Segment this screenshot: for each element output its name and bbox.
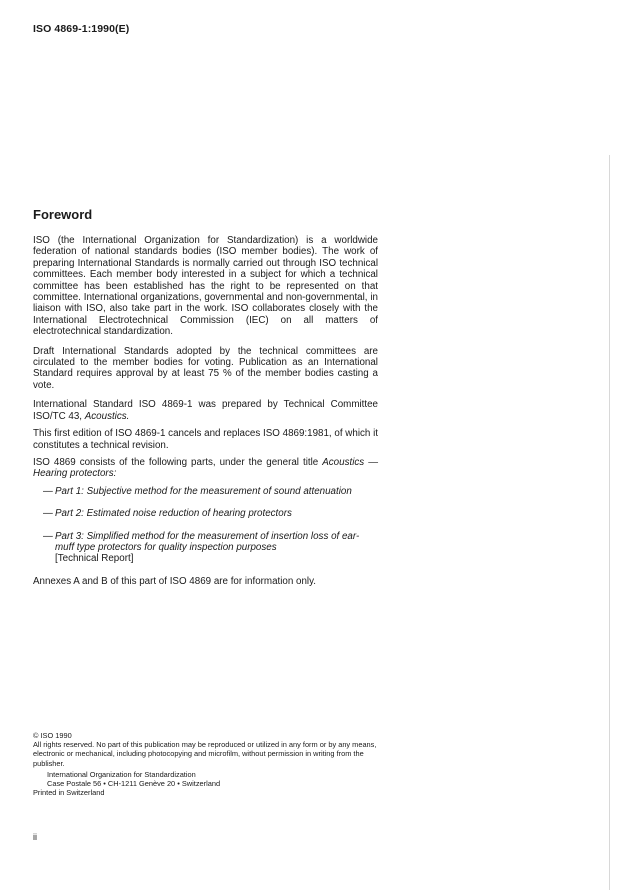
scan-edge-line	[609, 155, 610, 890]
part-1-text: Part 1: Subjective method for the measurement of sound attenuation	[55, 485, 352, 497]
prepared-by-text: International Standard ISO 4869-1 was prepared by Technical Committee ISO/TC 43,	[33, 399, 378, 422]
paragraph-iso-intro: ISO (the International Organization for Standardization) is a worldwide federation of national standards bodies (ISO member bodies). The work of preparing International Standards is normally carried out through ISO technical committees. Each member body interested in a subject for which a technical committee has been established has the right to be represented on that committee. International organizations, governmental and non-governmental, in liaison with ISO, also take part in the work. ISO collaborates closely with the International Electrotechnical Commission (IEC) on all matters of electrotechnical standardization.	[33, 235, 378, 338]
dash-bullet: —	[43, 508, 53, 520]
general-title: Acoustics — Hearing protectors:	[33, 456, 378, 480]
paragraph-annexes: Annexes A and B of this part of ISO 4869 are for information only.	[33, 575, 317, 587]
list-item	[33, 486, 378, 497]
copyright-line: © ISO 1990	[33, 731, 72, 740]
paragraph-edition: This first edition of ISO 4869-1 cancels and replaces ISO 4869:1981, of which it constitutes a technical revision.	[33, 428, 378, 451]
part-2-text: Part 2: Estimated noise reduction of hearing protectors	[55, 508, 292, 520]
organization-name: International Organization for Standardization	[47, 769, 196, 779]
copyright-block	[33, 731, 388, 797]
parts-intro-text: ISO 4869 consists of the following parts, under the general title	[33, 456, 323, 468]
printed-in: Printed in Switzerland	[33, 788, 105, 798]
foreword-heading: Foreword	[33, 207, 93, 222]
document-id: ISO 4869-1:1990(E)	[33, 23, 130, 35]
part-3-text: Part 3: Simplified method for the measurement of insertion loss of ear-muff type protectors for quality inspection purposes	[55, 530, 360, 553]
dash-bullet: —	[43, 485, 53, 497]
paragraph-parts-intro	[33, 457, 378, 480]
organization-address: Case Postale 56 • CH-1211 Genève 20 • Switzerland	[47, 779, 221, 789]
list-item	[33, 531, 378, 565]
technical-report-note: [Technical Report]	[55, 553, 134, 565]
part-3-item	[55, 531, 378, 565]
paragraph-draft-standards: Draft International Standards adopted by the technical committees are circulated to the member bodies for voting. Publication as an International Standard requires approval by at least 75 % of the member bodies casting a vote.	[33, 345, 378, 391]
parts-list	[33, 486, 378, 565]
rights-notice: All rights reserved. No part of this publication may be reproduced or utilized in any form or by any means, electronic or mechanical, including photocopying and microfilm, without permission in writing from the publisher.	[33, 740, 377, 768]
committee-title: Acoustics.	[84, 410, 130, 422]
page-number: ii	[33, 832, 37, 842]
list-item	[33, 508, 378, 519]
foreword-body	[33, 235, 378, 595]
paragraph-prepared-by	[33, 399, 378, 422]
dash-bullet: —	[43, 530, 53, 542]
